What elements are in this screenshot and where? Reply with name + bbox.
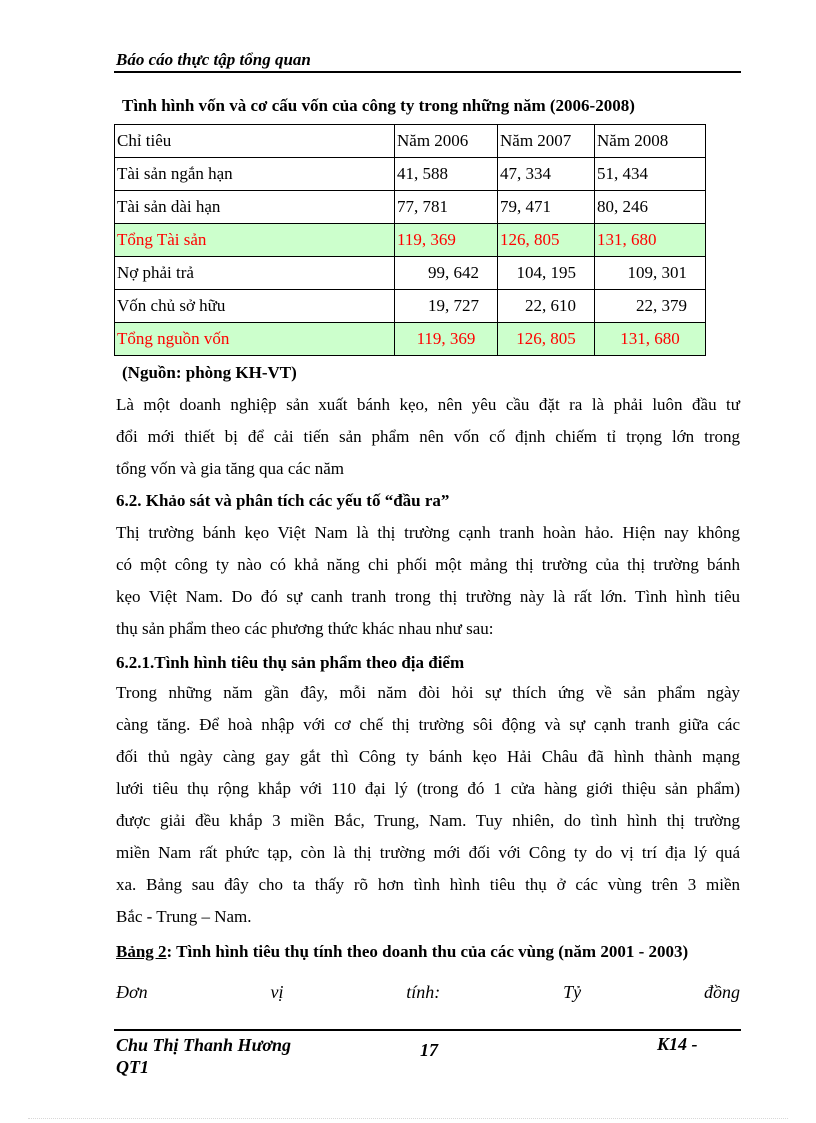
paragraph-line: càng tăng. Để hoà nhập với cơ chế thị trường sôi động và sự cạnh tranh giữa các (116, 715, 740, 734)
table-cell: 22, 610 (498, 290, 595, 323)
paragraph-line: tổng vốn và gia tăng qua các năm (116, 459, 345, 478)
table-cell: 131, 680 (595, 224, 706, 257)
footer-rule (114, 1029, 741, 1031)
paragraph-line: Trong những năm gần đây, mỗi năm đòi hỏi sự thích ứng về sản phẩm ngày (116, 683, 740, 702)
table-cell: 119, 369 (395, 224, 498, 257)
paragraph-line: thụ sản phẩm theo các phương thức khác nhau như sau: (116, 619, 494, 638)
table-cell: Nợ phải trả (115, 257, 395, 290)
table2-label: Bảng 2 (116, 942, 167, 961)
table-cell: 47, 334 (498, 158, 595, 191)
table-cell: 104, 195 (498, 257, 595, 290)
table-cell: Chỉ tiêu (115, 125, 395, 158)
page-edge (28, 1118, 788, 1119)
table-cell: 80, 246 (595, 191, 706, 224)
header-rule (114, 71, 741, 73)
table-cell: Tổng Tài sản (115, 224, 395, 257)
unit-word: Đơn (116, 982, 148, 1002)
paragraph-line: Thị trường bánh kẹo Việt Nam là thị trường cạnh tranh hoàn hảo. Hiện nay không (116, 523, 740, 542)
table-cell: 109, 301 (595, 257, 706, 290)
table-cell: 126, 805 (498, 224, 595, 257)
unit-word: vị (270, 982, 284, 1002)
page-header-title: Báo cáo thực tập tổng quan (116, 50, 311, 69)
unit-word: tính: (406, 982, 441, 1002)
table-row-total-capital (115, 323, 706, 356)
table-cell: 19, 727 (395, 290, 498, 323)
section-heading-6-2-1: 6.2.1.Tình hình tiêu thụ sản phẩm theo địa điểm (116, 653, 465, 672)
table2-text: : Tình hình tiêu thụ tính theo doanh thu của các vùng (năm 2001 - 2003) (166, 942, 689, 961)
paragraph-line: kẹo Việt Nam. Do đó sự canh tranh trong thị trường này là rất lớn. Tình hình tiêu (116, 587, 740, 606)
paragraph-line: lưới tiêu thụ rộng khắp với 110 đại lý (trong đó 1 cửa hàng giới thiệu sản phẩm) (116, 779, 740, 798)
paragraph-line: miền Nam rất phức tạp, còn là thị trường mới đối với Công ty do vị trí địa lý quá (116, 843, 740, 862)
paragraph-line: có một công ty nào có khả năng chi phối một mảng thị trường của thị trường bánh (116, 555, 740, 574)
table-cell: 126, 805 (498, 323, 595, 356)
table-cell: Tài sản dài hạn (115, 191, 395, 224)
table-cell: Năm 2008 (595, 125, 706, 158)
paragraph-line: đối thủ ngày càng gay gắt thì Công ty bánh kẹo Hải Châu đã hình thành mạng (116, 747, 740, 766)
footer-class: K14 - (657, 1034, 698, 1054)
capital-structure-table (114, 124, 706, 356)
table-row (115, 257, 706, 290)
paragraph-line: Là một doanh nghiệp sản xuất bánh kẹo, nên yêu cầu đặt ra là phải luôn đầu tư (116, 395, 740, 414)
table-cell: Tổng nguồn vốn (115, 323, 395, 356)
table2-title (116, 942, 688, 962)
footer-page-number: 17 (420, 1040, 438, 1060)
table-row (115, 191, 706, 224)
table-cell: 51, 434 (595, 158, 706, 191)
unit-word: Tỷ (563, 982, 582, 1002)
paragraph-line: xa. Bảng sau đây cho ta thấy rõ hơn tình hình tiêu thụ ở các vùng trên 3 miền (116, 875, 740, 894)
table-cell: 41, 588 (395, 158, 498, 191)
table-header-row (115, 125, 706, 158)
paragraph-distribution (116, 677, 740, 933)
table-cell: 119, 369 (395, 323, 498, 356)
section-heading-6-2: 6.2. Khảo sát và phân tích các yếu tố “đầu ra” (116, 491, 450, 510)
table-source: (Nguồn: phòng KH-VT) (122, 363, 297, 382)
table-cell: Vốn chủ sở hữu (115, 290, 395, 323)
table-cell: 77, 781 (395, 191, 498, 224)
table-cell: 131, 680 (595, 323, 706, 356)
table-row-total-assets (115, 224, 706, 257)
footer-author: Chu Thị Thanh Hương QT1 (116, 1035, 292, 1077)
paragraph-investment (116, 389, 740, 485)
paragraph-market (116, 517, 740, 645)
unit-word: đồng (703, 982, 740, 1002)
table-cell: 22, 379 (595, 290, 706, 323)
table-caption: Tình hình vốn và cơ cấu vốn của công ty trong những năm (2006-2008) (122, 96, 635, 115)
table-row (115, 158, 706, 191)
table-cell: Năm 2007 (498, 125, 595, 158)
table-row (115, 290, 706, 323)
unit-line (116, 982, 740, 1003)
paragraph-line: đổi mới thiết bị để cải tiến sản phẩm nên vốn cố định chiếm tỉ trọng lớn trong (116, 427, 740, 446)
table-cell: 99, 642 (395, 257, 498, 290)
paragraph-line: được giải đều khắp 3 miền Bắc, Trung, Nam. Tuy nhiên, do tình hình thị trường (116, 811, 740, 830)
table-cell: Tài sản ngắn hạn (115, 158, 395, 191)
table-cell: 79, 471 (498, 191, 595, 224)
paragraph-line: Bắc - Trung – Nam. (116, 907, 252, 926)
table-cell: Năm 2006 (395, 125, 498, 158)
